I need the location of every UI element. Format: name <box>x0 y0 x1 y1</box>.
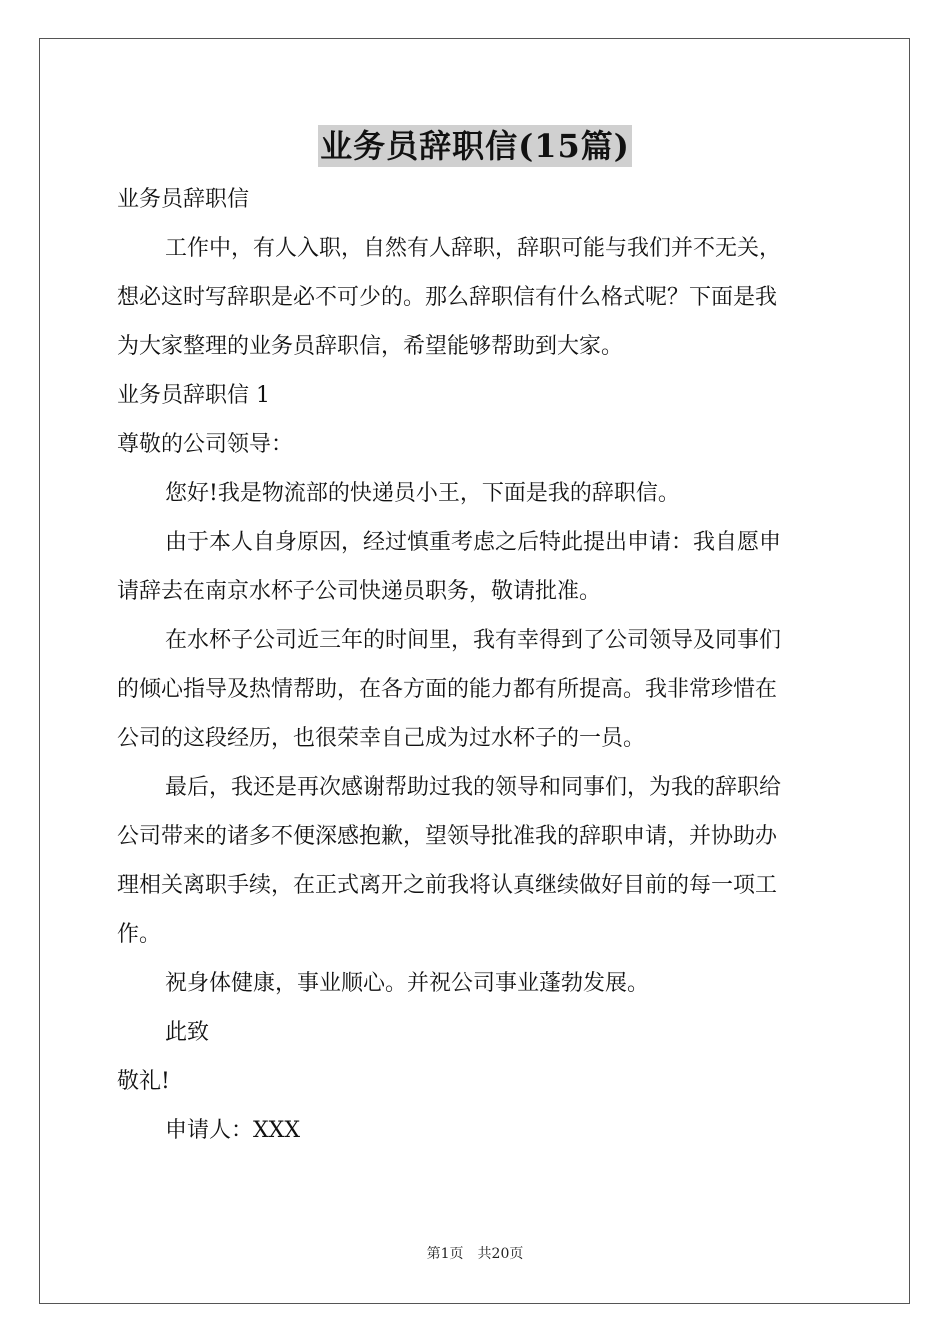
text-line: 公司带来的诸多不便深感抱歉，望领导批准我的辞职申请，并协助办 <box>117 824 778 849</box>
text-line: 作。 <box>117 922 162 947</box>
text-line: 业务员辞职信 <box>117 187 250 212</box>
text-line: 最后，我还是再次感谢帮助过我的领导和同事们，为我的辞职给 <box>165 775 782 800</box>
text-line: 工作中，有人入职，自然有人辞职，辞职可能与我们并不无关， <box>165 236 782 261</box>
page-number-current: 第1页 <box>426 1246 464 1262</box>
page-footer <box>0 1244 950 1264</box>
text-line: 此致 <box>165 1020 210 1045</box>
text-line: 由于本人自身原因，经过慎重考虑之后特此提出申请：我自愿申 <box>165 530 782 555</box>
text-line: 业务员辞职信 1 <box>117 383 270 408</box>
text-line: 敬礼! <box>117 1069 170 1094</box>
text-line: 尊敬的公司领导： <box>117 432 294 457</box>
text-line: 您好!我是物流部的快递员小王，下面是我的辞职信。 <box>165 481 680 506</box>
text-line: 想必这时写辞职是必不可少的。那么辞职信有什么格式呢？下面是我 <box>117 285 778 310</box>
text-line: 祝身体健康，事业顺心。并祝公司事业蓬勃发展。 <box>165 971 650 996</box>
text-line: 在水杯子公司近三年的时间里，我有幸得到了公司领导及同事们 <box>165 628 782 653</box>
text-line: 申请人：XXX <box>165 1118 300 1143</box>
document-body <box>117 175 833 1155</box>
document-title: 业务员辞职信(15篇) <box>320 127 630 165</box>
text-line: 公司的这段经历，也很荣幸自己成为过水杯子的一员。 <box>117 726 646 751</box>
page-number-total: 共20页 <box>477 1246 524 1262</box>
title-container <box>0 125 950 167</box>
text-line: 的倾心指导及热情帮助，在各方面的能力都有所提高。我非常珍惜在 <box>117 677 778 702</box>
text-line: 请辞去在南京水杯子公司快递员职务，敬请批准。 <box>117 579 602 604</box>
text-line: 为大家整理的业务员辞职信，希望能够帮助到大家。 <box>117 334 624 359</box>
text-line: 理相关离职手续，在正式离开之前我将认真继续做好目前的每一项工 <box>117 873 778 898</box>
